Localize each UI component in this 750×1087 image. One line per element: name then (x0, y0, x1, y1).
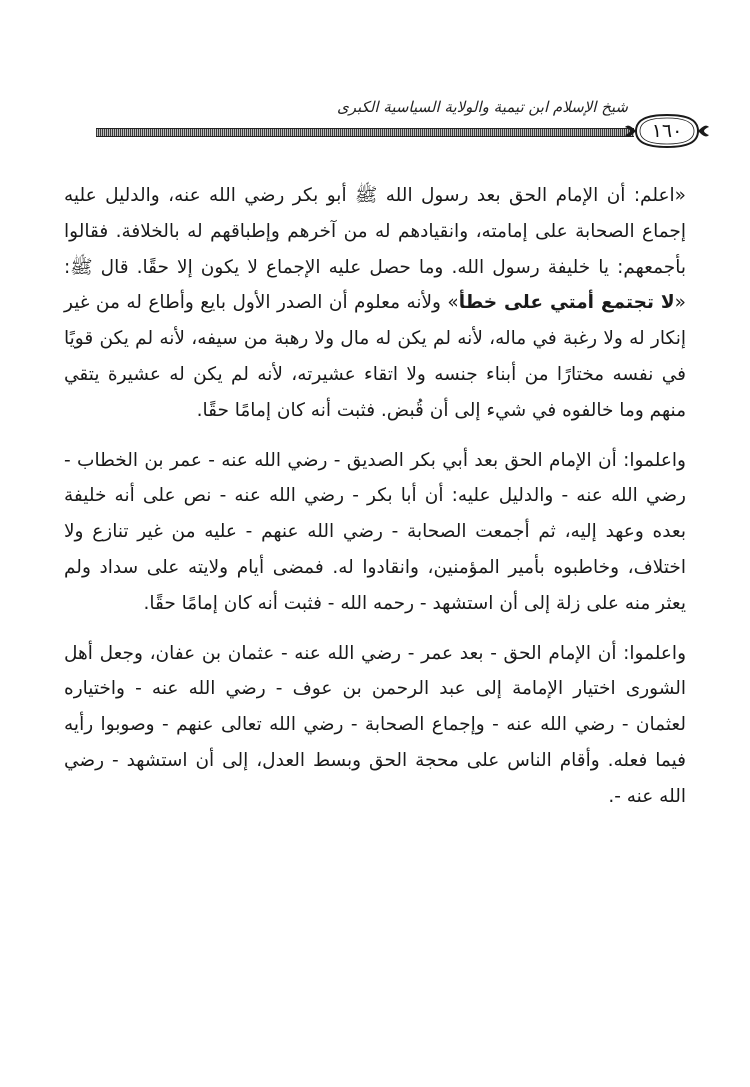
paragraph-1 (64, 178, 686, 429)
running-title: شيخ الإسلام ابن تيمية والولاية السياسية الكبرى (336, 98, 628, 116)
paragraph-1-text-start: «اعلم: أن الإمام الحق بعد رسول الله ﷺ أبو بكر رضي الله عنه، والدليل عليه إجماع الصحابة على إمامته، وانقيادهم له من آخرهم وإطباقهم له بالخلافة. فقالوا بأجمعهم: يا خليفة رسول الله. وما حصل عليه الإجماع لا يكون إلا حقًا. قال ﷺ: « (64, 185, 686, 314)
paragraph-2: واعلموا: أن الإمام الحق بعد أبي بكر الصديق - رضي الله عنه - عمر بن الخطاب - رضي الله عنه - والدليل عليه: أن أبا بكر - رضي الله عنه - نص على أنه خليفة بعده وعهد إليه، ثم أجمعت الصحابة - رضي الله عنهم - عليه من غير تنازع ولا اختلاف، وخاطبوه بأمير المؤمنين، وانقادوا له. فمضى أيام ولايته على سداد ولم يعثر منه على زلة إلى أن استشهد - رحمه الله - فثبت أنه كان إمامًا حقًا. (64, 449, 686, 614)
page-number: ١٦٠ (651, 120, 683, 142)
paragraph-3: واعلموا: أن الإمام الحق - بعد عمر - رضي الله عنه - عثمان بن عفان، وجعل أهل الشورى اختيار الإمامة إلى عبد الرحمن بن عوف - رضي الله عنه - واختياره لعثمان - رضي الله عنه - وإجماع الصحابة - رضي الله تعالى عنهم - وصوبوا رأيه فيما فعله. وأقام الناس على محجة الحق وبسط العدل، إلى أن استشهد - رضي الله عنه -. (64, 642, 686, 807)
page-number-ornament (624, 112, 710, 150)
hadith-quote: لا تجتمع أمتي على خطأ (458, 292, 675, 314)
header-rule (96, 128, 634, 137)
paragraph-1-text-end: » ولأنه معلوم أن الصدر الأول بايع وأطاع له من غير إنكار له ولا رغبة في ماله، لأنه لم يكن له مال ولا رهبة من سيفه، لأنه لم يكن قويًا في نفسه مختارًا من أبناء جنسه ولا اتقاء عشيرته، لأنه لم يكن له عشيرة يتقي منهم وما خالفوه في شيء إلى أن قُبض. فثبت أنه كان إمامًا حقًا. (64, 292, 686, 421)
body-text (64, 178, 686, 829)
